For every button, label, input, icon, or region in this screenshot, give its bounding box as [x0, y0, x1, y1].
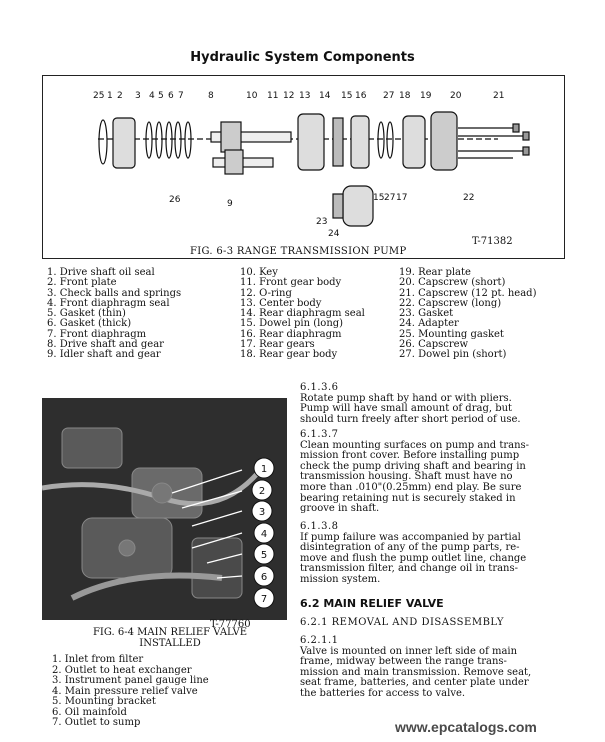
- list-item: 26. Capscrew: [399, 339, 469, 351]
- list-item: 2. Outlet to heat exchanger: [52, 664, 192, 676]
- list-item: 9. Idler shaft and gear: [47, 349, 161, 361]
- text-line: Clean mounting surfaces on pump and trans-: [300, 439, 530, 451]
- photo-drawing: [42, 398, 287, 620]
- svg-text:22: 22: [463, 193, 475, 203]
- svg-text:24: 24: [328, 229, 340, 239]
- photo-caption-line1: FIG. 6-4 MAIN RELIEF VALVE: [92, 627, 248, 638]
- text-line: transmission filter, and change oil in trans-: [300, 563, 519, 575]
- list-item: 22. Capscrew (long): [399, 297, 502, 309]
- list-item: 1. Inlet from filter: [52, 654, 144, 665]
- list-item: 23. Gasket: [399, 308, 454, 320]
- list-item: 19. Rear plate: [399, 267, 471, 278]
- svg-text:13: 13: [299, 91, 311, 101]
- list-item: 6. Oil mainfold: [52, 706, 127, 718]
- text-line: Valve is mounted on inner left side of main: [300, 645, 518, 657]
- list-item: 11. Front gear body: [240, 277, 342, 289]
- svg-text:8: 8: [208, 91, 214, 101]
- page-title: Hydraulic System Components: [190, 50, 415, 65]
- svg-text:10: 10: [246, 91, 258, 101]
- list-item: 14. Rear diaphragm seal: [240, 308, 365, 320]
- svg-text:5: 5: [260, 550, 268, 561]
- svg-text:7: 7: [178, 91, 184, 101]
- svg-text:6: 6: [260, 572, 268, 583]
- list-item: 25. Mounting gasket: [399, 328, 504, 340]
- list-item: 24. Adapter: [399, 318, 459, 330]
- text-line: groove in shaft.: [300, 503, 380, 515]
- svg-text:5: 5: [158, 91, 164, 101]
- svg-text:26: 26: [169, 195, 181, 205]
- list-item: 21. Capscrew (12 pt. head): [399, 287, 537, 299]
- list-item: 15. Dowel pin (long): [240, 318, 344, 330]
- svg-text:12: 12: [283, 91, 295, 101]
- svg-text:1: 1: [260, 464, 268, 475]
- text-line: move and flush the pump outlet line, change: [300, 552, 527, 564]
- figure-reference: T-71382: [472, 236, 513, 247]
- list-item: 18. Rear gear body: [240, 349, 338, 361]
- section-number: 6.1.3.8: [300, 521, 339, 532]
- parts-list-col3: [399, 268, 536, 361]
- svg-text:19: 19: [420, 91, 432, 101]
- photo-legend: [52, 655, 209, 729]
- pump-exploded-figure: [42, 75, 565, 259]
- figure-caption: FIG. 6-3 RANGE TRANSMISSION PUMP: [190, 246, 407, 257]
- list-item: 16. Rear diaphragm: [240, 328, 342, 340]
- list-item: 27. Dowel pin (short): [399, 349, 507, 361]
- list-item: 13. Center body: [240, 297, 322, 309]
- svg-text:2: 2: [117, 91, 123, 101]
- list-item: 3. Instrument panel gauge line: [52, 675, 209, 686]
- photo-reference: T-77760: [210, 619, 251, 630]
- text-line: seat frame, batteries, and center plate under: [300, 677, 529, 689]
- svg-text:1: 1: [107, 91, 113, 101]
- svg-text:6: 6: [168, 91, 174, 101]
- list-item: 3. Check balls and springs: [47, 287, 182, 299]
- text-line: mission and main transmission. Remove seat,: [300, 666, 532, 678]
- list-item: 5. Gasket (thin): [47, 308, 126, 320]
- text-line: frame, midway between the range trans-: [300, 656, 507, 668]
- text-line: Pump will have small amount of drag, but: [300, 403, 513, 415]
- text-line: If pump failure was accompanied by partial: [300, 531, 521, 543]
- svg-text:14: 14: [319, 91, 331, 101]
- watermark: www.epcatalogs.com: [395, 719, 537, 735]
- svg-text:15: 15: [341, 91, 353, 101]
- text-line: more than .010"(0.25mm) end play. Be sure: [300, 481, 522, 493]
- list-item: 10. Key: [240, 267, 278, 278]
- list-item: 4. Front diaphragm seal: [47, 297, 170, 309]
- parts-list-col2: [240, 268, 365, 361]
- text-line: mission front cover. Before installing pump: [300, 450, 520, 462]
- section-number: 6.1.3.7: [300, 429, 339, 440]
- section-number: 6.2.1.1: [300, 635, 339, 646]
- text-line: should turn freely after short period of use.: [300, 413, 521, 425]
- list-item: 7. Outlet to sump: [52, 717, 141, 728]
- svg-text:21: 21: [493, 91, 505, 101]
- list-item: 4. Main pressure relief valve: [52, 685, 198, 697]
- svg-text:2: 2: [258, 486, 266, 497]
- text-line: disintegration of any of the pump parts, re-: [300, 542, 520, 554]
- section-6136: [300, 383, 570, 425]
- svg-text:15: 15: [373, 193, 385, 203]
- svg-text:3: 3: [135, 91, 141, 101]
- svg-text:25: 25: [93, 91, 105, 101]
- list-item: 5. Mounting bracket: [52, 696, 156, 707]
- svg-text:27: 27: [383, 91, 395, 101]
- section-6138: [300, 522, 570, 586]
- svg-text:9: 9: [227, 199, 233, 209]
- text-line: bearing retaining nut is securely staked in: [300, 492, 516, 504]
- list-item: 2. Front plate: [47, 277, 117, 289]
- text-line: Rotate pump shaft by hand or with pliers.: [300, 392, 512, 404]
- list-item: 6. Gasket (thick): [47, 318, 132, 330]
- svg-text:16: 16: [355, 91, 367, 101]
- svg-text:20: 20: [450, 91, 462, 101]
- list-item: 8. Drive shaft and gear: [47, 339, 164, 351]
- svg-text:4: 4: [260, 529, 268, 540]
- list-item: 7. Front diaphragm: [47, 328, 147, 340]
- text-line: mission system.: [300, 573, 381, 585]
- list-item: 17. Rear gears: [240, 339, 315, 351]
- list-item: 12. O-ring: [240, 287, 292, 299]
- relief-valve-photo: [42, 398, 287, 620]
- svg-text:11: 11: [267, 91, 279, 101]
- parts-list-col1: [47, 268, 181, 361]
- svg-text:17: 17: [396, 193, 408, 203]
- section-heading-6-2: 6.2 MAIN RELIEF VALVE: [300, 597, 444, 610]
- photo-caption: [60, 628, 280, 649]
- section-6137: [300, 430, 570, 515]
- text-line: transmission housing. Shaft must have no: [300, 471, 513, 483]
- section-heading-6-2-1: 6.2.1 REMOVAL AND DISASSEMBLY: [300, 617, 505, 628]
- section-6211: [300, 636, 570, 700]
- svg-text:18: 18: [399, 91, 411, 101]
- svg-text:7: 7: [260, 594, 268, 605]
- text-line: the batteries for access to valve.: [300, 687, 466, 699]
- section-number: 6.1.3.6: [300, 382, 339, 393]
- text-line: check the pump driving shaft and bearing in: [300, 460, 526, 472]
- svg-text:4: 4: [149, 91, 155, 101]
- photo-caption-line2: INSTALLED: [139, 637, 201, 649]
- list-item: 1. Drive shaft oil seal: [47, 267, 155, 278]
- svg-text:3: 3: [258, 507, 266, 518]
- svg-text:23: 23: [316, 217, 328, 227]
- svg-text:27: 27: [384, 193, 396, 203]
- list-item: 20. Capscrew (short): [399, 277, 506, 289]
- pump-exploded-drawing: [43, 76, 566, 260]
